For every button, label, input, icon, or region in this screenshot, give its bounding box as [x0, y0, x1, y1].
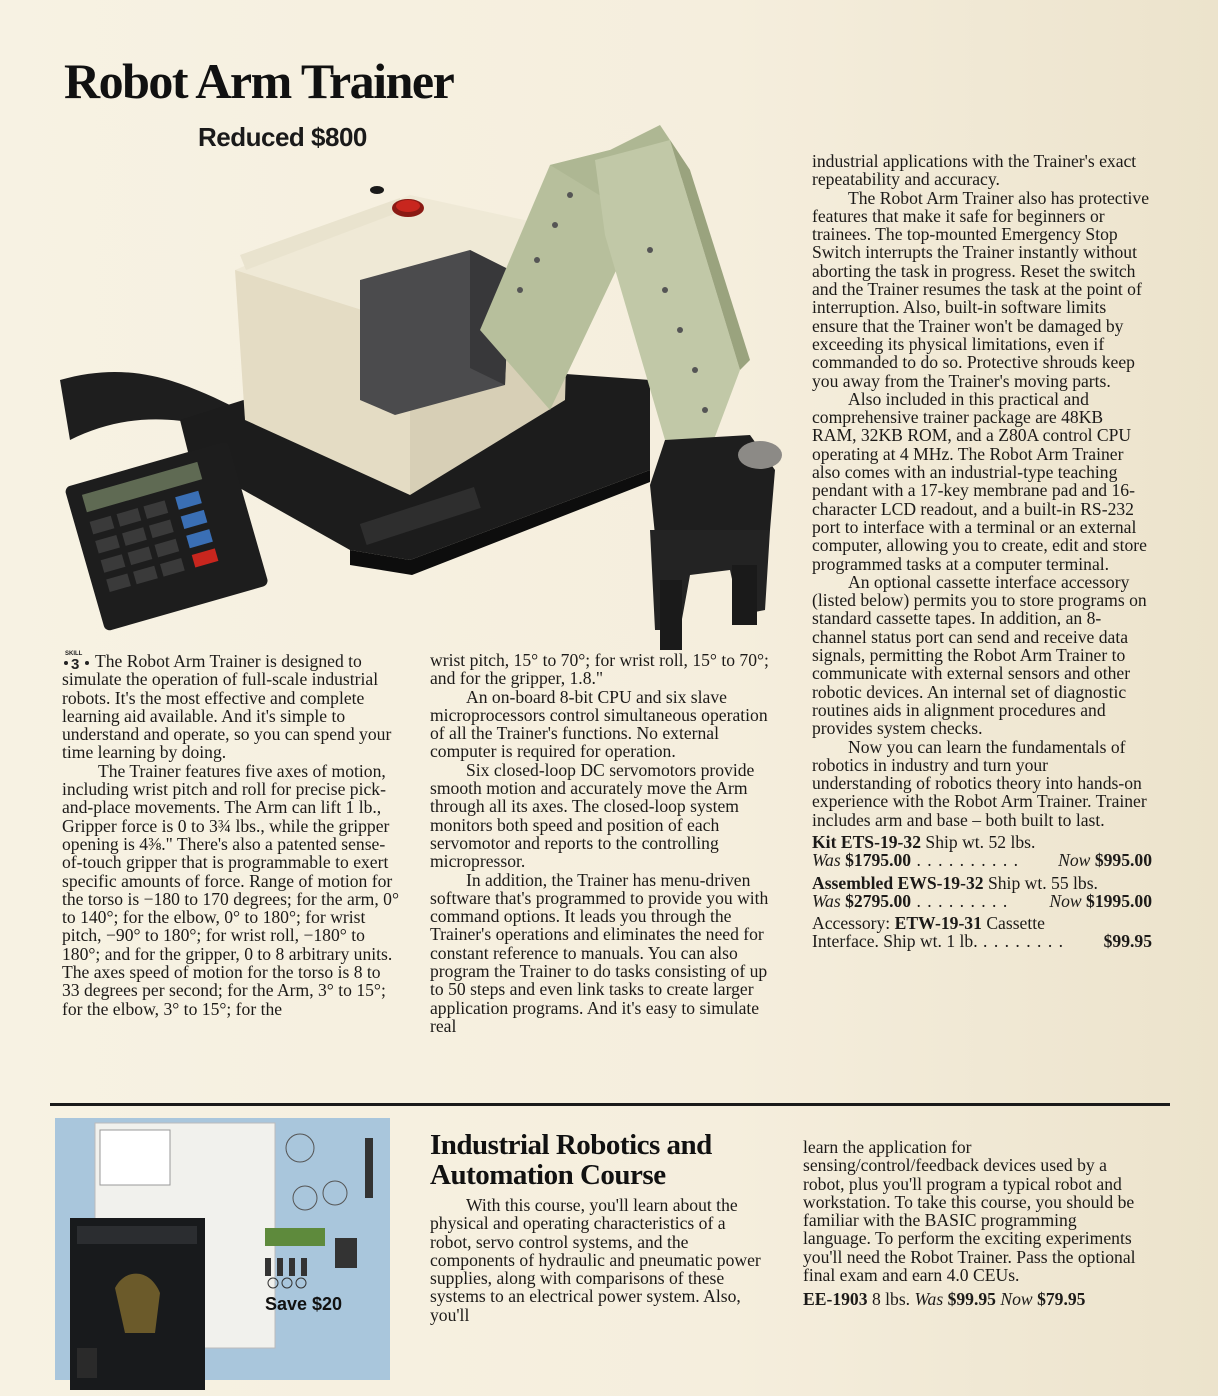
col1-paragraph-2: The Trainer features five axes of motion, including wrist pitch and roll for precise pick-and-place movements. The Arm can lift 1 lb., Gripper force is 0 to 3¾ lbs., while the gripper opening is 4⅜." There's also a patented sense-of-touch gripper that is programmable to exert specific amounts of force. Range of motion for the torso is −180 to 170 degrees; for the arm, 0° to 140°; for the elbow, 0° to 180°; for wrist pitch, −90° to 180°; for wrist roll, −180° to 180°; and for the gripper, 0 to 8 arbitrary units. The axes speed of motion for the torso is 8 to 33 degrees per second; for the Arm, 3° to 15°; for the elbow, 3° to 15°; for the — [62, 760, 399, 1019]
course-kit-photo — [55, 1118, 390, 1390]
col2-paragraph-2: An on-board 8-bit CPU and six slave microprocessors control simultaneous operation of all the Trainer's functions. No external computer is required for operation. — [430, 686, 768, 762]
kit-ship-weight: Ship wt. 52 lbs. — [925, 831, 1036, 852]
course-column-1 — [430, 1196, 770, 1324]
article-column-2 — [430, 651, 770, 1035]
col2-paragraph-3: Six closed-loop DC servomotors provide smooth motion and accurately move the Arm through all its axes. The closed-loop system monitors both speed and position of each servomotor and reports to the controlling micropressor. — [430, 759, 755, 872]
assembled-model: Assembled EWS-19-32 — [812, 872, 984, 893]
course-column-2 — [803, 1138, 1143, 1309]
col3-paragraph-1: industrial applications with the Trainer's exact repeatability and accuracy. — [812, 151, 1137, 190]
svg-text:SKILL: SKILL — [65, 651, 83, 657]
kit-model: Kit ETS-19-32 — [812, 831, 921, 852]
article-column-1 — [62, 648, 402, 1018]
kit-price-block: Kit ETS-19-32 Ship wt. 52 lbs. Was $1795.00 . . . . . . . . . . Now $995.00 — [812, 831, 1152, 871]
assembled-price-block: Assembled EWS-19-32 Ship wt. 55 lbs. Was $2795.00 . . . . . . . . . Now $1995.00 — [812, 872, 1152, 911]
col2-paragraph-1: wrist pitch, 15° to 70°; for wrist roll, 15° to 70°; and for the gripper, 1.8." — [430, 650, 769, 689]
course-price: EE-1903 8 lbs. Was $99.95 Now $79.95 — [803, 1289, 1086, 1310]
kit-now-price: $995.00 — [1094, 850, 1152, 871]
save-badge: Save $20 — [265, 1294, 343, 1314]
col3-paragraph-4: An optional cassette interface accessory (listed below) permits you to store programs on standard cassette tapes. In addition, an 8-channel status port can send and receive data signals, permitting the Robot Arm Trainer to communicate with external sensors and other robotic devices. An internal set of diagnostic routines aids in alignment procedures and provides system checks. — [812, 571, 1147, 739]
accessory-price-block: Accessory: ETW-19-31 Cassette Interface. Ship wt. 1 lb. . . . . . . . . $99.95 — [812, 913, 1152, 952]
reduced-price-tag: Reduced $800 — [198, 122, 367, 152]
col3-paragraph-5: Now you can learn the fundamentals of robotics in industry and turn your understanding of robotics theory into hands-on experience with the Robot Arm Trainer. Trainer includes arm and base – both built to last. — [812, 736, 1147, 830]
skill-level-icon — [62, 648, 92, 670]
col1-paragraph-1: SKILL 3 The Robot Arm Trainer is designed to simulate the operation of full-scale industrial robots. It's the most effective and complete learning aid available. And it's simple to understand and operate, so you can spend your time learning by doing. — [62, 648, 402, 762]
section-divider — [50, 1103, 1170, 1106]
course-paragraph-1: With this course, you'll learn about the physical and operating characteristics of a robot, servo control systems, and the components of hydraulic and pneumatic power supplies, along with comparisons of these systems to an electrical power system. Also, you'll — [430, 1195, 761, 1325]
course-title: Industrial Robotics and Automation Course — [430, 1129, 712, 1191]
svg-text:3: 3 — [71, 656, 80, 670]
col3-paragraph-3: Also included in this practical and comprehensive trainer package are 48KB RAM, 32KB ROM, and a Z80A control CPU operating at 4 MHz. The Robot Arm Trainer also comes with an industrial-type teaching pendant with a 17-key membrane pad and 16-character LCD readout, and a built-in RS-232 port to interface with a terminal or an external computer, allowing you to create, edit and store programmed tasks at a computer terminal. — [812, 388, 1147, 574]
page-title: Robot Arm Trainer — [64, 53, 454, 109]
col2-paragraph-4: In addition, the Trainer has menu-driven software that's programmed to provide you with command options. It leads you through the Trainer's operations and eliminates the need for constant reference to manuals. You can also program the Trainer to do tasks consisting of up to 50 steps and even link tasks to create larger application programs. And it's easy to simulate real — [430, 869, 769, 1036]
article-column-3 — [812, 152, 1152, 951]
assembled-now-price: $1995.00 — [1086, 890, 1152, 911]
robot-arm-photo — [50, 110, 820, 655]
assembled-ship-weight: Ship wt. 55 lbs. — [987, 872, 1098, 893]
accessory-model: ETW-19-31 — [894, 913, 982, 934]
kit-was-price: $1795.00 — [845, 850, 912, 871]
accessory-price: $99.95 — [1103, 931, 1152, 952]
assembled-was-price: $2795.00 — [845, 890, 912, 911]
course-paragraph-2: learn the application for sensing/control/feedback devices used by a robot, plus you'll program a typical robot and workstation. To take this course, you should be familiar with the BASIC programming language. To perform the exciting experiments you'll need the Robot Trainer. Pass the optional final exam and earn 4.0 CEUs. — [803, 1137, 1136, 1286]
col3-paragraph-2: The Robot Arm Trainer also has protective features that make it safe for beginners or trainees. The top-mounted Emergency Stop Switch interrupts the Trainer instantly without aborting the task in progress. Reset the switch and the Trainer resumes the task at the point of interruption. Also, built-in software limits ensure that the Trainer won't be damaged by exceeding its physical limitations, even if commanded to do so. Protective shrouds keep you away from the Trainer's moving parts. — [812, 187, 1150, 391]
